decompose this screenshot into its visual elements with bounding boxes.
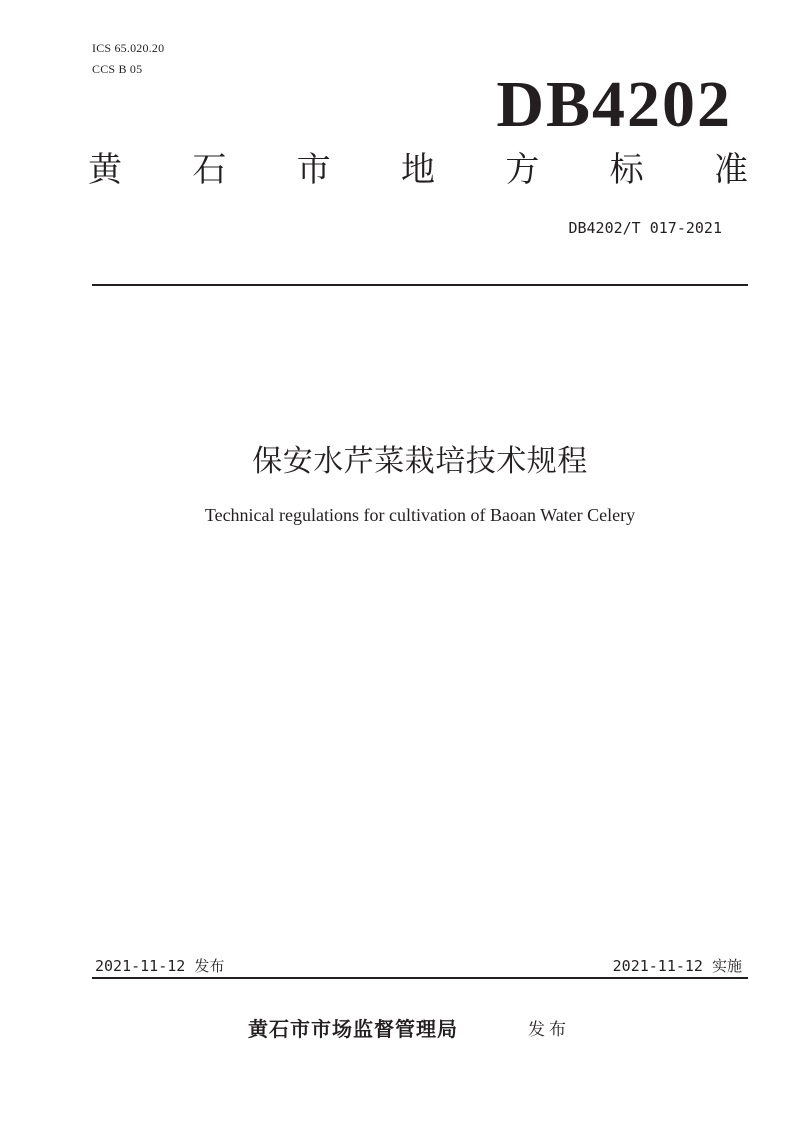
implement-date: 2021-11-12 实施 xyxy=(612,957,742,975)
category-char: 市 xyxy=(296,150,331,190)
issuing-authority: 黄石市市场监督管理局 xyxy=(248,1017,458,1041)
standard-category-title xyxy=(88,150,748,190)
bottom-divider xyxy=(92,977,748,979)
category-char: 准 xyxy=(713,150,748,190)
standard-code-heading: DB4202 xyxy=(496,68,732,141)
ics-code: ICS 65.020.20 xyxy=(92,41,165,55)
document-title-english: Technical regulations for cultivation of Baoan Water Celery xyxy=(204,505,636,525)
document-title: 保安水芹菜栽培技术规程 xyxy=(252,444,588,479)
issue-label: 发布 xyxy=(528,1020,570,1040)
category-char: 地 xyxy=(400,150,435,190)
category-char: 标 xyxy=(609,150,644,190)
category-char: 黄 xyxy=(88,150,122,190)
standard-number: DB4202/T 017-2021 xyxy=(568,219,722,237)
publish-date: 2021-11-12 发布 xyxy=(95,957,225,975)
category-char: 石 xyxy=(192,150,227,190)
ccs-code: CCS B 05 xyxy=(92,62,143,76)
category-char: 方 xyxy=(505,150,540,190)
top-divider xyxy=(92,284,748,286)
